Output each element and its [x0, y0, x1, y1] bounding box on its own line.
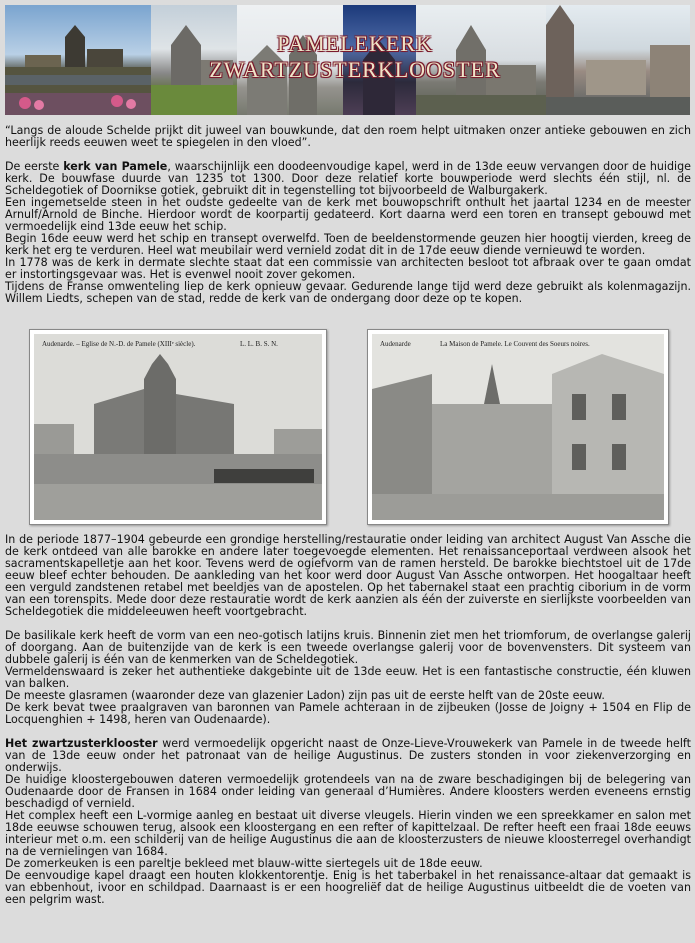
kerk-p1-pre: De eerste: [5, 160, 64, 173]
kerk-paragraph-4: In 1778 was de kerk in dermate slechte staat dat een commissie van architecten besloot tot afbraak over te gaan omdat er instortingsgevaar was. Het is evenwel nooit zover gekomen.: [5, 256, 691, 281]
kerk-p1-bold: kerk van Pamele: [63, 160, 168, 173]
klooster-paragraph-3: Het complex heeft een L-vormige aanleg en bestaat uit diverse vleugels. Hierin vinden we een spreekkamer en salon met 18de eeuwse schouwen terug, alsook een kloostergang en een refter of kapittelzaal. De refter heeft een fraai 18de eeuws interieur met o.m. een schilderij van de heilige Augustinus die aan de kloosterzusters de nieuwe kloosterregel overhandigt na de vernielingen van 1684.: [5, 809, 691, 858]
banner-photo-convent-square: [546, 5, 690, 115]
intro-section: [5, 125, 691, 305]
postcard-photos: [29, 329, 669, 525]
banner-title-line-2: ZWARTZUSTERKLOOSTER: [209, 57, 501, 82]
banner-photo-church-river: [5, 5, 152, 115]
restauratie-section: [5, 534, 691, 906]
restauratie-paragraph-5: De kerk bevat twee praalgraven van baronnen van Pamele achteraan in de zijbeuken (Josse de Joigny + 1504 en Flip de Locquenghien + 1498, heren van Oudenaarde).: [5, 701, 691, 726]
kerk-paragraph-2: Een ingemetselde steen in het oudste gedeelte van de kerk met bouwopschrift onthult het jaartal 1234 en de meester Arnulf/Arnold de Binche. Hierdoor wordt de koorpartij gedateerd. Kort daarna werd een toren en transept gebouwd met vermoedelijk eind 13de eeuw het schip.: [5, 196, 691, 233]
restauratie-paragraph-4: De meeste glasramen (waaronder deze van glazenier Ladon) zijn pas uit de eerste helft van de 20ste eeuw.: [5, 689, 605, 702]
postcard-right-caption-1: Audenarde: [380, 340, 411, 348]
klooster-p1-post: werd vermoedelijk opgericht naast de Onze-Lieve-Vrouwekerk van Pamele in de tweede helft van de 13de eeuw onder het patronaat van de heilige Augustinus. De zusters stonden in voor ziekenverzorging en onderwijs.: [5, 737, 691, 774]
kerk-paragraph-5: Tijdens de Franse omwenteling liep de kerk opnieuw gevaar. Gedurende lange tijd werd deze gebruikt als kolenmagazijn. Willem Liedts, schepen van de stad, redde de kerk van de ondergang door deze op te kopen.: [5, 280, 691, 305]
header-banner: [5, 5, 690, 115]
klooster-paragraph-2: De huidige kloostergebouwen dateren vermoedelijk grotendeels van na de zware beschadigingen bij de belegering van Oudenaarde door de Fransen in 1684 onder leiding van generaal d’Humières. Andere kloosters werden eveneens ernstig beschadigd of vernield.: [5, 773, 691, 810]
kerk-paragraph-1: [5, 161, 691, 197]
restauratie-paragraph-3: Vermeldenswaard is zeker het authentieke dakgebinte uit de 13de eeuw. Het is een fantastische constructie, één kluwen van balken.: [5, 665, 691, 690]
klooster-paragraph-1: [5, 738, 691, 774]
postcard-right: [367, 329, 669, 525]
postcard-left-image: [34, 334, 322, 520]
banner-title: [185, 31, 525, 83]
klooster-paragraph-5: De eenvoudige kapel draagt een houten klokkentorentje. Enig is het taberbakel in het renaissance-altaar dat gemaakt is van ebbenhout, ivoor en schildpad. Daarnaast is er een hoogreliëf dat de heilige Augustinus uitbeeldt die de voeten van een pelgrim wast.: [5, 869, 691, 906]
kerk-paragraph-3: Begin 16de eeuw werd het schip en transept overwelfd. Toen de beeldenstormende geuzen hier hoogtij vierden, kreeg de kerk het erg te verduren. Heel wat meubilair werd vernield zodat dit in de 17de eeuw diende vernieuwd te worden.: [5, 232, 691, 257]
intro-quote: “Langs de aloude Schelde prijkt dit juweel van bouwkunde, dat den roem helpt uitmaken onzer antieke gebouwen en zich heerlijk reeds eeuwen weet te spiegelen in den vloed”.: [5, 124, 691, 149]
postcard-left-caption: Audenarde. – Eglise de N.-D. de Pamele (XIIIᵉ siècle).: [42, 340, 196, 348]
klooster-p1-bold: Het zwartzusterklooster: [5, 737, 158, 750]
postcard-right-caption-2: La Maison de Pamele. Le Couvent des Soeurs noires.: [440, 340, 590, 348]
postcard-left: [29, 329, 327, 525]
banner-title-line-1: PAMELEKERK: [277, 31, 433, 56]
klooster-paragraph-4: De zomerkeuken is een pareltje bekleed met blauw-witte siertegels uit de 18de eeuw.: [5, 857, 483, 870]
postcard-right-image: [372, 334, 664, 520]
restauratie-paragraph-2: De basilikale kerk heeft de vorm van een neo-gotisch latijns kruis. Binnenin ziet men het triomforum, de overlangse galerij of doorgang. Aan de buitenzijde van de kerk is een tweede overlangse galerij voor de bovenvensters. Dit systeem van dubbele galerij is één van de kenmerken van de Scheldegotiek.: [5, 629, 691, 666]
restauratie-paragraph-1: In de periode 1877–1904 gebeurde een grondige herstelling/restauratie onder leiding van architect August Van Assche die de kerk ontdeed van alle barokke en andere later toegevoegde elementen. Het renaissanceportaal verdween alsook het sacramentskapelletje aan het koor. Tevens werd de ogiefvorm van de ramen hersteld. De barokke biechtstoel uit de 17de eeuw bleef echter behouden. De aankleding van het koor werd door August Van Assche ontworpen. Het hoogaltaar heeft een verguld zandstenen retabel met beeldjes van de apostelen. Op het tabernakel staat een prachtig ciborium in de vorm van een torenspits. Mede door deze restauratie wordt de kerk aanzien als één der zuiverste en sierlijkste voorbeelden van Scheldegotiek die middeleeuwen heeft voortgebracht.: [5, 533, 691, 618]
kerk-p1-post: , waarschijnlijk een doodeenvoudige kapel, werd in de 13de eeuw vervangen door de huidige kerk. De bouwfase duurde van 1235 tot 1300. Door deze relatief korte bouwperiode werd slechts één stijl, nl. de Scheldegotiek of Doornikse gotiek, gebruikt dit in tegenstelling tot bijvoorbeeld de Walburgakerk.: [5, 160, 692, 197]
postcard-left-mark: L. L. B. S. N.: [240, 340, 278, 348]
